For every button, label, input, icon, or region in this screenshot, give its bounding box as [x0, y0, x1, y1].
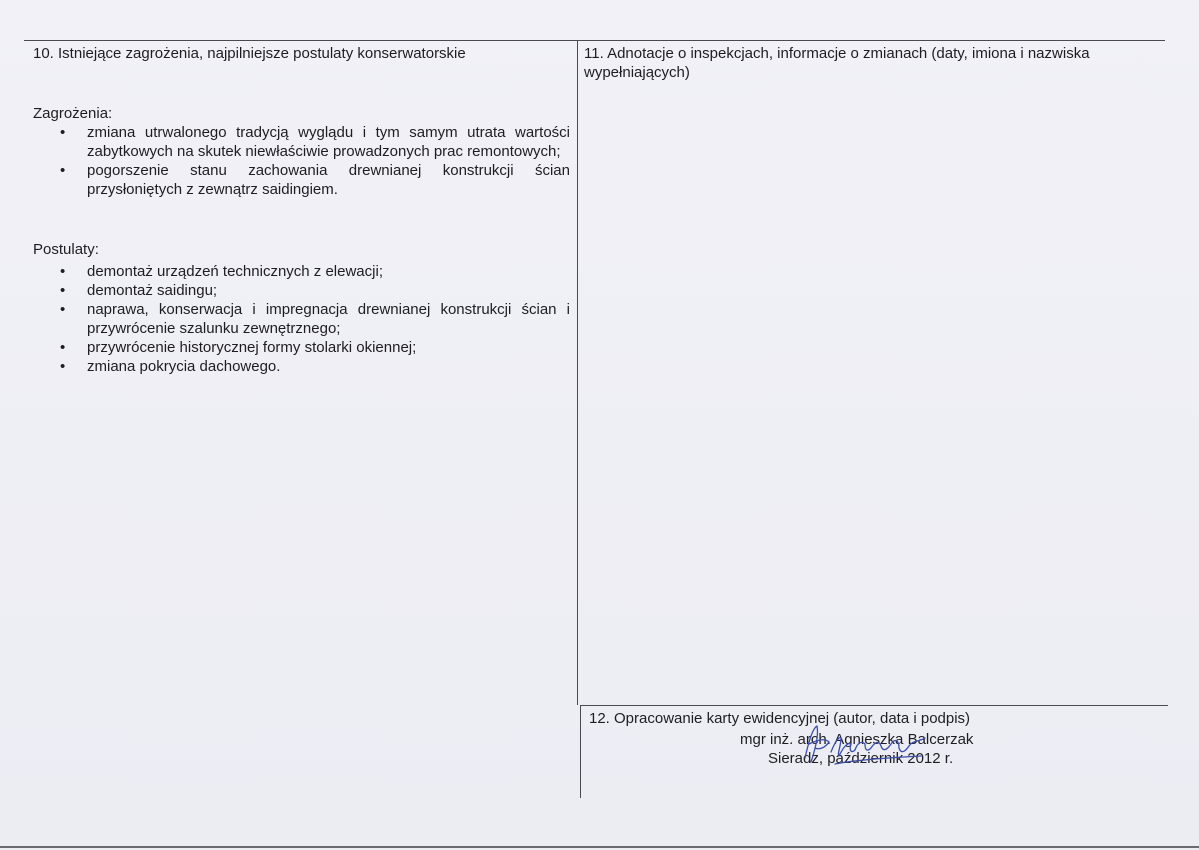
handwritten-signature-icon	[795, 718, 935, 770]
threats-heading: Zagrożenia:	[33, 105, 113, 122]
bullet-icon: •	[60, 282, 66, 299]
postulate-text: zmiana pokrycia dachowego.	[87, 358, 281, 375]
top-rule	[24, 40, 1165, 41]
bullet-icon: •	[60, 339, 66, 356]
bullet-icon: •	[60, 263, 66, 280]
bullet-icon: •	[60, 124, 66, 141]
bullet-icon: •	[60, 301, 66, 318]
postulates-list	[33, 262, 570, 376]
list-item	[33, 300, 570, 338]
threat-text: zmiana utrwalonego tradycją wyglądu i tym samym utrata wartości zabytkowych na skutek niewłaściwie prowadzonych prac remontowych;	[87, 124, 570, 160]
list-item	[33, 357, 570, 376]
bullet-icon: •	[60, 358, 66, 375]
list-item	[33, 281, 570, 300]
section11-title: 11. Adnotacje o inspekcjach, informacje o zmianach (daty, imiona i nazwiska wypełniających)	[584, 45, 1090, 81]
list-item	[33, 338, 570, 357]
author-name: mgr inż. arch. Agnieszka Balcerzak	[740, 731, 974, 748]
list-item	[33, 123, 570, 161]
threats-list	[33, 123, 570, 199]
column-divider	[577, 40, 578, 705]
postulate-text: demontaż urządzeń technicznych z elewacji;	[87, 263, 383, 280]
postulate-text: demontaż saidingu;	[87, 282, 218, 299]
section10-title: 10. Istniejące zagrożenia, najpilniejsze postulaty konserwatorskie	[33, 45, 466, 62]
section12-title: 12. Opracowanie karty ewidencyjnej (autor, data i podpis)	[589, 710, 971, 727]
threat-text: pogorszenie stanu zachowania drewnianej konstrukcji ścian przysłoniętych z zewnątrz saidingiem.	[87, 162, 570, 198]
place-date: Sieradz, październik 2012 r.	[768, 750, 954, 767]
section12-rule	[580, 705, 1168, 706]
page-bottom-edge	[0, 846, 1199, 848]
bullet-icon: •	[60, 162, 66, 179]
postulates-heading: Postulaty:	[33, 241, 99, 258]
list-item	[33, 161, 570, 199]
list-item	[33, 262, 570, 281]
column-divider-lower	[580, 705, 581, 798]
postulate-text: przywrócenie historycznej formy stolarki okiennej;	[87, 339, 417, 356]
postulate-text: naprawa, konserwacja i impregnacja drewnianej konstrukcji ścian i przywrócenie szalunku zewnętrznego;	[87, 301, 570, 337]
